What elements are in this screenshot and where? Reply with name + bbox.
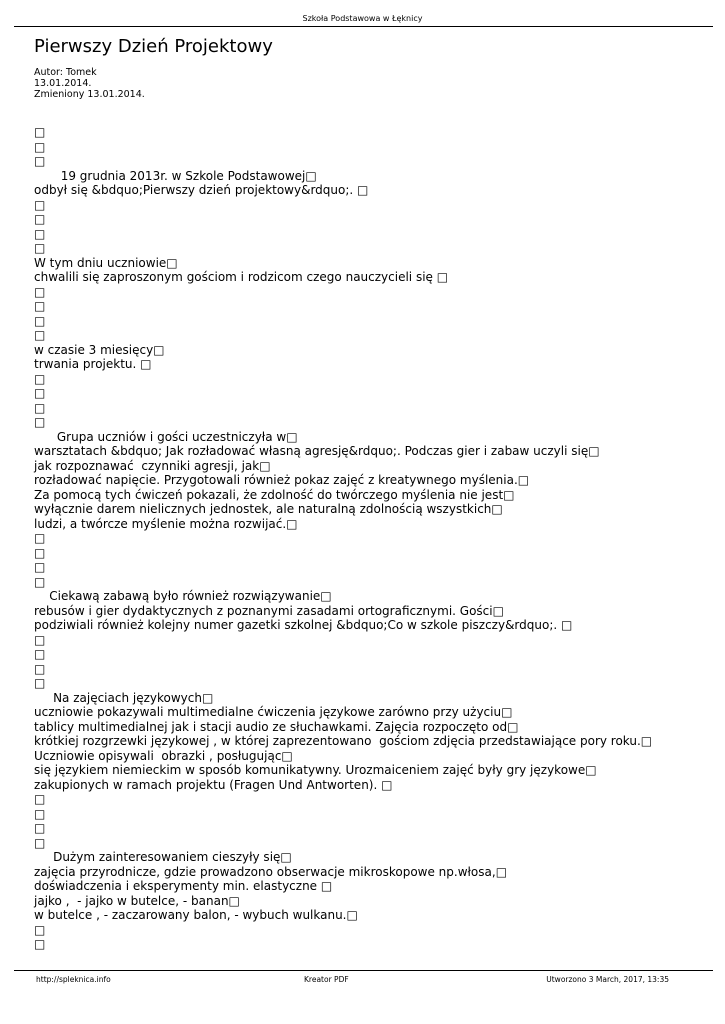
text-line: W tym dniu uczniowie□ <box>34 255 178 270</box>
text-line: w czasie 3 miesięcy□ <box>34 342 165 357</box>
article-body <box>34 125 714 952</box>
footer-generator: Kreator PDF <box>304 975 349 984</box>
text-line: zakupionych w ramach projektu (Fragen Und Antworten). □ <box>34 777 393 792</box>
text-line: □ <box>34 400 46 415</box>
text-line: □ <box>34 676 46 690</box>
text-line: rebusów i gier dydaktycznych z poznanymi zasadami ortograficznymi. Gości□ <box>34 603 504 618</box>
text-line: Ciekawą zabawą było również rozwiązywanie□ <box>34 589 332 603</box>
page-header <box>0 14 725 24</box>
text-line: uczniowie pokazywali multimedialne ćwiczenia językowe zarówno przy użyciu□ <box>34 705 513 719</box>
text-line: □ <box>34 139 46 154</box>
text-line: trwania projektu. □ <box>34 357 152 371</box>
text-line: jajko , - jajko w butelce, - banan□ <box>34 893 240 908</box>
text-line: chwalili się zaproszonym gościom i rodzicom czego nauczycieli się □ <box>34 270 449 284</box>
text-line: □ <box>34 313 46 328</box>
text-line: Uczniowie opisywali obrazki , posługując□ <box>34 748 293 763</box>
article-meta <box>34 67 145 100</box>
text-line: doświadczenia i eksperymenty min. elastyczne □ <box>34 879 333 893</box>
text-line: □ <box>34 212 46 226</box>
text-line: □ <box>34 328 46 342</box>
text-line: się językiem niemieckim w sposób komunikatywny. Urozmaiceniem zajęć były gry językowe□ <box>34 763 597 777</box>
footer-url: http://spleknica.info <box>36 975 111 984</box>
text-line: odbył się &bdquo;Pierwszy dzień projektowy&rdquo;. □ <box>34 183 369 197</box>
text-line: warsztatach &bdquo; Jak rozładować własną agresję&rdquo;. Podczas gier i zabaw uczyli się□ <box>34 444 600 458</box>
text-line: Grupa uczniów i gości uczestniczyła w□ <box>34 429 298 444</box>
text-line: wyłącznie darem nielicznych jednostek, ale naturalną zdolnością wszystkich□ <box>34 502 503 516</box>
text-line: krótkiej rozgrzewki językowej , w której zaprezentowano gościom zdjęcia przedstawiające pory roku.□ <box>34 734 653 748</box>
text-line: Na zajęciach językowych□ <box>34 690 214 705</box>
footer-divider <box>14 970 713 971</box>
text-line: □ <box>34 647 46 661</box>
text-line: □ <box>34 792 46 806</box>
text-line: □ <box>34 661 46 676</box>
text-line: □ <box>34 560 46 574</box>
text-line: 19 grudnia 2013r. w Szkole Podstawowej□ <box>34 168 317 183</box>
text-line: jak rozpoznawać czynniki agresji, jak□ <box>34 458 271 473</box>
text-line: rozładować napięcie. Przygotowali również pokaz zajęć z kreatywnego myślenia.□ <box>34 473 530 487</box>
text-line: □ <box>34 821 46 835</box>
text-line: Za pomocą tych ćwiczeń pokazali, że zdolność do twórczego myślenia nie jest□ <box>34 487 515 502</box>
footer-created: Utworzono 3 March, 2017, 13:35 <box>546 975 669 984</box>
text-line: □ <box>34 226 46 241</box>
text-line: □ <box>34 386 46 400</box>
author-line: Autor: Tomek <box>34 67 97 78</box>
text-line: □ <box>34 632 46 647</box>
header-divider <box>14 26 713 27</box>
site-name: Szkoła Podstawowa w Łęknicy <box>302 14 423 23</box>
created-date: 13.01.2014. <box>34 78 92 89</box>
text-line: □ <box>34 937 46 951</box>
text-line: □ <box>34 371 46 386</box>
modified-date: Zmieniony 13.01.2014. <box>34 89 145 100</box>
text-line: □ <box>34 574 46 589</box>
text-line: □ <box>34 154 46 168</box>
text-line: □ <box>34 806 46 821</box>
article-title: Pierwszy Dzień Projektowy <box>34 36 273 57</box>
text-line: Dużym zainteresowaniem cieszyły się□ <box>34 850 292 864</box>
text-line: tablicy multimedialnej jak i stacji audio ze słuchawkami. Zajęcia rozpoczęto od□ <box>34 719 519 734</box>
text-line: □ <box>34 415 46 429</box>
text-line: □ <box>34 241 46 255</box>
text-line: □ <box>34 545 46 560</box>
text-line: w butelce , - zaczarowany balon, - wybuch wulkanu.□ <box>34 908 358 922</box>
text-line: ludzi, a twórcze myślenie można rozwijać.□ <box>34 516 298 531</box>
text-line: □ <box>34 835 46 850</box>
text-line: □ <box>34 299 46 313</box>
text-line: podziwiali również kolejny numer gazetki szkolnej &bdquo;Co w szkole piszczy&rdquo;. □ <box>34 618 573 632</box>
text-line: □ <box>34 125 46 139</box>
text-line: □ <box>34 197 46 212</box>
text-line: □ <box>34 531 46 545</box>
text-line: □ <box>34 922 46 937</box>
text-line: zajęcia przyrodnicze, gdzie prowadzono obserwacje mikroskopowe np.włosa,□ <box>34 864 508 879</box>
text-line: □ <box>34 284 46 299</box>
